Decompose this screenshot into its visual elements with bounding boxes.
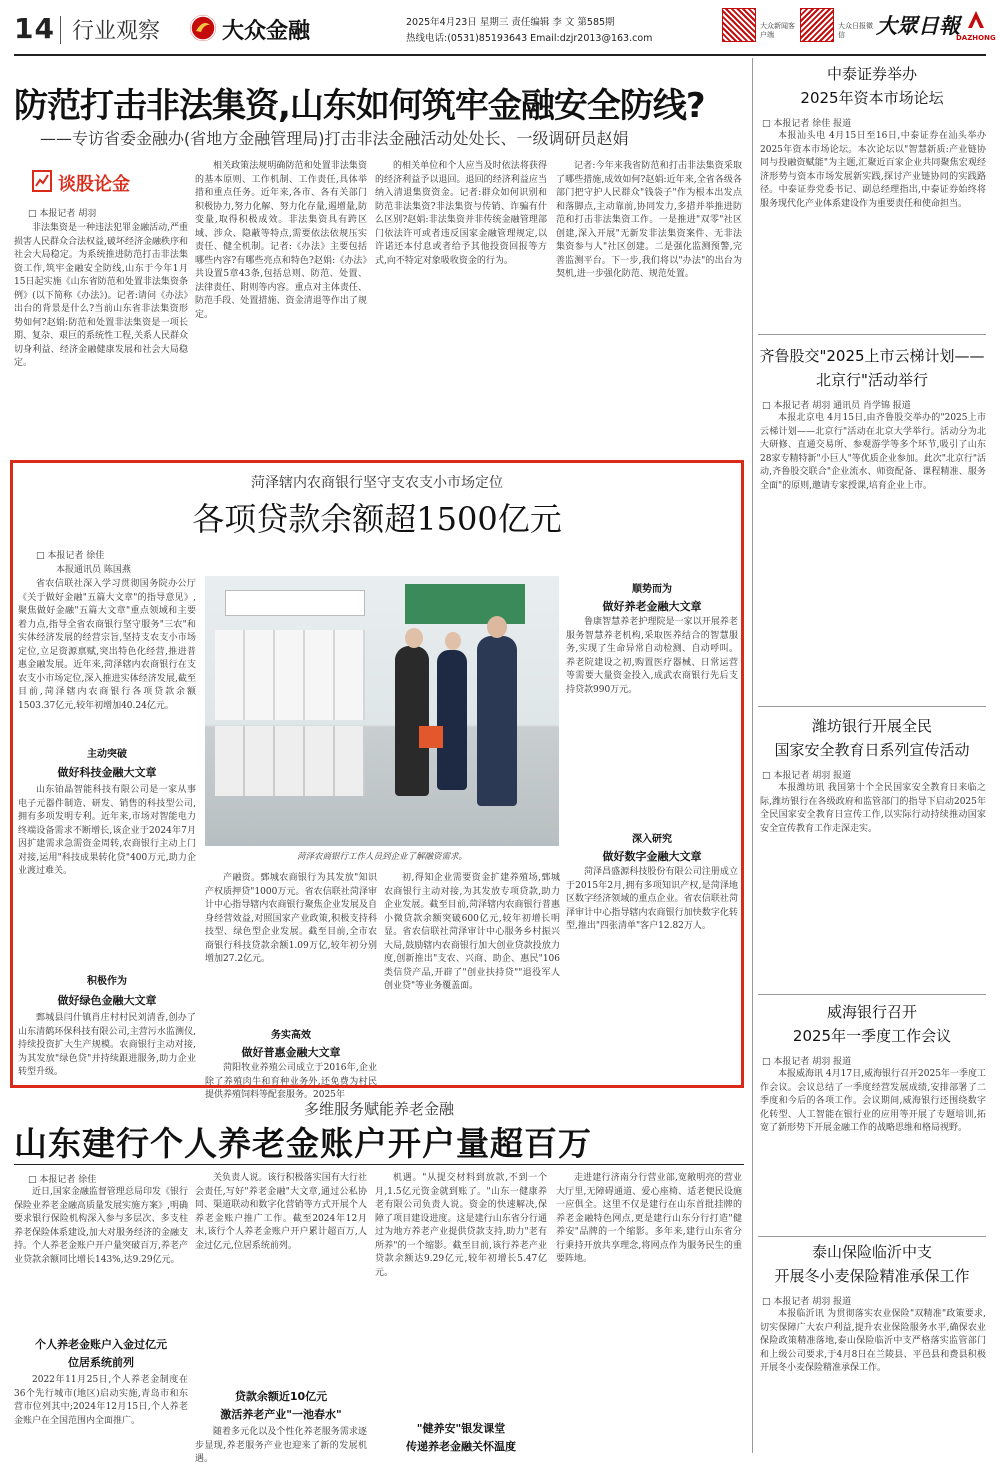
s4-title: 做好养老金融大文章 bbox=[602, 600, 702, 613]
feature-mid-col2 bbox=[384, 872, 560, 1084]
r2-text-body: 本报北京电 4月15日,由齐鲁股交举办的"2025上市云梯计划——北京行"活动在北京大学举行。活动分为北大研修、直通交易所、参观游学等多个环节,吸引了山东28家专精特新"小巨人"等优质企业参加。此次"北京行"活动,齐鲁股交联合"企业流水、师资配备、课程精准、服务全面"的原则,邀请专家授课,培育企业上市。 bbox=[760, 413, 987, 491]
s2-title: 做好绿色金融大文章 bbox=[57, 994, 157, 1007]
r5-headline: 泰山保险临沂中支 bbox=[811, 1243, 932, 1261]
s3-title: 做好普惠金融大文章 bbox=[241, 1046, 341, 1059]
feature-kicker: 菏泽辖内农商银行坚守支农支小市场定位 bbox=[251, 475, 503, 491]
s5-kicker: 深入研究 bbox=[632, 834, 672, 845]
person-figure bbox=[477, 636, 517, 806]
r5-text-body: 本报临沂讯 为贯彻落实农业保险"双精准"政策要求,切实保障广大农户利益,提升农业保险服务水平,确保农业保险政策精准落地,泰山保险临沂中支严格落实监管部门和上级公司要求,于4月8日在兰陵县、平邑县和费县积极开展冬小麦保险精准承保工作。 bbox=[760, 1309, 986, 1373]
s5-text-body: 菏泽昌盛源科技股份有限公司注册成立于2015年2月,拥有多项知识产权,是菏泽地区数字经济领域的重点企业。省农信联社菏泽审计中心指导辖内农商银行加快数字化转型,推出"四张清单"客户12.82万人。 bbox=[566, 867, 738, 931]
bottom-byline: □ 本报记者 徐佳 bbox=[28, 1175, 97, 1185]
feature-intro-text: 省农信联社深入学习贯彻国务院办公厅《关于做好金融"五篇大文章"的指导意见》,聚焦做好金融"五篇大文章"重点领域和主要着力点,指导全省农商银行坚守服务"三农"和实体经济发展的经营宗旨,坚持支农支小市场定位,立足资源禀赋,突出特色化经营,推进普惠金融发展。近年来,菏泽辖内农商银行在支农支小市场定位,深入推进实体经济发展,截至目前,菏泽辖内农商银行各项贷款余额1503.37亿元,较年初增加40.24亿元。 bbox=[18, 579, 196, 711]
s2-text bbox=[18, 1012, 196, 1082]
feature-mid-col2-text: 初,得知企业需要资金扩建养殖场,鄄城农商银行主动对接,为其发放专项贷款,助力企业发展。截至目前,菏泽辖内农商银行普惠小微贷款余额突破600亿元,较年初增长明显。省农信联社菏泽审计中心服务乡村振兴大局,鼓励辖内农商银行加大创业贷款投放力度,创新推出"支农、兴商、助企、惠民"106类信贷产品,开辟了"创业扶持贷""退役军人创业贷"等业务覆盖面。 bbox=[384, 873, 560, 991]
s1-kicker: 主动突破 bbox=[87, 749, 127, 760]
r5-text bbox=[760, 1308, 986, 1454]
date-line: 2025年4月23日 星期三 责任编辑 李 文 第585期 bbox=[406, 17, 615, 28]
lead-col2-text: 相关政策法规明确防范和处置非法集资的基本原则、工作机制、工作责任,具体举措和重点任务。近年来,各市、各有关部门积极协力,努力化解、努力化存量,遏增量,防变量,取得积极成效。非法集资具有跨区域、涉众、隐蔽等特点,需要依法依规压实责任、健全机制。记者:《办法》主要包括哪些内容?有哪些亮点和特色?赵娟:《办法》共设置5章43条,包括总则、防范、处置、法律责任、附则等内容。重点对主体责任、防范手段、处置措施、资金清退等作出了规定。 bbox=[195, 161, 367, 320]
bottom-sub1b: 位居系统前列 bbox=[68, 1356, 134, 1369]
lead-col4-text: 记者:今年来我省防范和打击非法集资采取了哪些措施,成效如何?赵娟:近年来,全省各级各部门把守护人民群众"钱袋子"作为根本出发点和落脚点,主动靠前,协同发力,多措并举推进防范和打击非法集资工作。一是推进"双零"社区创建,深入开展"无新发非法集资案件、无非法集资参与人"社区创建。二是强化监测预警,完善监测平台。下一步,我们将以"办法"的出台为契机,进一步强化防范、规范处置。 bbox=[556, 161, 742, 279]
r1-headline: 中泰证券举办 bbox=[826, 65, 917, 83]
person-head bbox=[405, 628, 423, 648]
feature-byline-1: □ 本报记者 徐佳 bbox=[36, 551, 105, 561]
bottom-col3-text: 机遇。"从提交材料到放款,不到一个月,1.5亿元资金就到账了。"山东一健康养老有限公司负责人说。资金的快速解决,保障了项目建设进度。这是建行山东省分行通过为地方养老产业提供贷款支持,助力"老有所养"的一个缩影。截至目前,该行养老产业贷款余额达9.29亿元,较年初增长5.47亿元。 bbox=[375, 1173, 547, 1278]
bottom-sub3: "健养安"银发课堂 bbox=[416, 1422, 506, 1435]
s4-kicker: 顺势而为 bbox=[632, 584, 672, 595]
bottom-sub3b: 传递养老金融关怀温度 bbox=[406, 1440, 516, 1453]
bottom-rule bbox=[14, 1164, 744, 1165]
r3-headline: 潍坊银行开展全民 bbox=[811, 717, 932, 735]
r2-text bbox=[760, 412, 986, 708]
paper-logo-icon bbox=[964, 8, 988, 32]
product-shelf bbox=[215, 630, 365, 720]
bottom-col1b-text: 2022年11月25日,个人养老金制度在36个先行城市(地区)启动实施,青岛市和东营市位列其中;2024年12月15日,个人养老金账户在全国范围内全面推广。 bbox=[14, 1375, 188, 1426]
r4-headline-2: 2025年一季度工作会议 bbox=[792, 1027, 952, 1045]
s1-title: 做好科技金融大文章 bbox=[57, 766, 157, 779]
bottom-col4 bbox=[556, 1172, 742, 1454]
s3-kicker: 务实高效 bbox=[271, 1030, 311, 1041]
bottom-sub2: 贷款余额近10亿元 bbox=[234, 1390, 328, 1403]
r2-byline: □ 本报记者 胡羽 通讯员 肖学锦 报道 bbox=[762, 401, 911, 411]
person-head bbox=[445, 632, 461, 650]
product-shelf bbox=[215, 726, 365, 796]
bottom-col3 bbox=[375, 1172, 547, 1418]
qr-label-wechat: 大众日报微信 bbox=[838, 22, 873, 39]
feature-intro bbox=[18, 578, 196, 738]
r3-byline: □ 本报记者 胡羽 报道 bbox=[762, 771, 852, 781]
s3-text-body: 菏阳牧业养殖公司成立于2016年,企业除了养殖肉牛和育种业务外,还免费为村民提供养殖饲料等配套服务。2025年 bbox=[205, 1063, 377, 1100]
wall-panel bbox=[405, 584, 525, 624]
bottom-col1b bbox=[14, 1374, 188, 1454]
paper-name-en: DAZHONG bbox=[956, 34, 996, 42]
right-rule bbox=[758, 334, 986, 335]
bottom-sub1: 个人养老金账户入金过亿元 bbox=[35, 1338, 167, 1351]
bottom-col4-text: 走进建行济南分行营业部,宽敞明亮的营业大厅里,无障碍通道、爱心座椅、适老便民设施一应俱全。这里不仅是建行在山东首批挂牌的养老金融特色网点,更是建行山东分行打造"健养安"品牌的一个缩影。多年来,建行山东省分行秉持开放共享理念,将网点作为服务民生的重要阵地。 bbox=[556, 1173, 742, 1264]
person-figure bbox=[437, 650, 467, 790]
r3-text-body: 本报潍坊讯 我国第十个全民国家安全教育日来临之际,潍坊银行在各级政府和监管部门的指导下启动2025年全民国家安全教育日宣传工作,以实际行动持续推动国家安全宣传教育工作走深走实。 bbox=[760, 783, 986, 834]
r3-text bbox=[760, 782, 986, 992]
person-head bbox=[487, 616, 507, 638]
r5-byline: □ 本报记者 胡羽 报道 bbox=[762, 1297, 852, 1307]
page-number: 14 bbox=[14, 12, 55, 45]
contact-line: 热线电话:(0531)85193643 Email:dzjr2013@163.com bbox=[406, 33, 653, 44]
s2-kicker: 积极作为 bbox=[87, 976, 127, 987]
feature-photo bbox=[205, 576, 559, 846]
r1-text-body: 本报汕头电 4月15日至16日,中泰证券在汕头举办2025年资本市场论坛。本次论坛以"智慧新质:产业链协同与投融资赋能"为主题,汇聚近百家企业共同聚焦宏观经济形势与资本市场发展新实践,探讨产业链协同的实践路径。中泰证券党委书记、副总经理指出,中泰证券始终将服务现代化产业体系建设作为重要责任和使命担当。 bbox=[760, 131, 986, 209]
masthead-divider bbox=[60, 16, 61, 44]
s1-text bbox=[18, 784, 196, 964]
r1-headline-2: 2025年资本市场论坛 bbox=[800, 89, 944, 107]
bottom-headline: 山东建行个人养老金账户开户量超百万 bbox=[14, 1124, 592, 1163]
person-figure bbox=[395, 646, 429, 796]
r2-headline-2: 北京行"活动举行 bbox=[816, 371, 928, 389]
bottom-col2-text: 关负责人说。该行积极落实国有大行社会责任,写好"养老金融"大文章,通过公私协同、渠道联动和数字化营销等方式开展个人养老金账户推广工作。截至2024年12月末,该行个人养老金账户开户累计超百万,人金过亿元,位居系统前列。 bbox=[195, 1173, 367, 1251]
lead-col2 bbox=[195, 160, 367, 454]
lead-col3-text: 的相关单位和个人应当及时依法将获得的经济利益予以退回。退回的经济利益应当纳入清退集资资金。记者:群众如何识别和防范非法集资?非法集资与传销、诈骗有什么区别?赵娟:非法集资并非传统金融管理部门依法许可或者违反国家金融管理规定,以许诺还本付息或者给予其他投资回报等方式,向不特定对象吸收资金的行为。 bbox=[375, 161, 547, 266]
lead-subhead: ——专访省委金融办(省地方金融管理局)打击非法金融活动处处长、一级调研员赵娟 bbox=[40, 129, 629, 148]
masthead-rule bbox=[14, 54, 986, 56]
feature-mid-col1-text: 产融资。鄄城农商银行为其发放"知识产权质押贷"1000万元。省农信联社菏泽审计中心指导辖内农商银行聚焦企业发展及自身经营效益,对照国家产业政策,积极支持科技型、绿色型企业发展。截至目前,全市农商银行科技贷款余额1.09万亿,较年初分别增加27.2亿元。 bbox=[205, 873, 377, 964]
bottom-col1 bbox=[14, 1186, 188, 1326]
bottom-col1-text: 近日,国家金融监督管理总局印发《银行保险业养老金融高质量发展实施方案》,明确要求银行保险机构深入参与多层次、多支柱养老保险体系建设,加大对服务经济的金融支持。个人养老金账户开户量突破百万,养老产业贷款余额同比增长143%,达9.29亿元。 bbox=[14, 1187, 188, 1265]
lead-headline: 防范打击非法集资,山东如何筑牢金融安全防线? bbox=[14, 86, 705, 126]
brand-name: 大众金融 bbox=[222, 19, 311, 44]
lead-col3 bbox=[375, 160, 547, 454]
gift-bag bbox=[419, 726, 443, 748]
photo-caption: 菏泽农商银行工作人员到企业了解融资需求。 bbox=[296, 852, 467, 862]
brand-logo-icon bbox=[190, 15, 216, 41]
bottom-kicker: 多维服务赋能养老金融 bbox=[303, 1100, 454, 1118]
r1-text bbox=[760, 130, 986, 340]
right-divider bbox=[752, 58, 753, 1453]
masthead bbox=[14, 8, 996, 52]
right-rule bbox=[758, 994, 986, 995]
section-title: 行业观察 bbox=[72, 19, 161, 44]
bottom-sub2b: 激活养老产业"一池春水" bbox=[220, 1408, 342, 1421]
s5-title: 做好数字金融大文章 bbox=[602, 850, 702, 863]
r4-headline: 威海银行召开 bbox=[826, 1003, 917, 1021]
qr-code-icon[interactable] bbox=[800, 8, 834, 42]
r1-byline: □ 本报记者 徐佳 报道 bbox=[762, 119, 852, 129]
s3-text bbox=[205, 1062, 377, 1100]
right-rule bbox=[758, 1236, 986, 1237]
r4-text bbox=[760, 1068, 986, 1232]
bottom-col2 bbox=[195, 1172, 367, 1382]
feature-byline-2: 本报通讯员 陈国燕 bbox=[56, 565, 131, 575]
s4-text-body: 鲁康智慧养老护理院是一家以开展养老服务智慧养老机构,采取医养结合的智慧服务,实现了生命异常自动检测、自动呼叫。养老院建设之初,购置医疗器械、日常运营等需要大量资金投入,成武农商银行先后支持贷款990万元。 bbox=[566, 617, 738, 695]
s2-text-body: 鄄城县闫什镇肖庄村村民刘清香,创办了山东清鹤环保科技有限公司,主营污水监测仪,持续投资扩大生产规模。农商银行主动对接,为其发放"绿色贷"并持续跟进服务,助力企业转型升级。 bbox=[18, 1013, 196, 1077]
right-rule bbox=[758, 706, 986, 707]
lead-col1 bbox=[14, 222, 188, 454]
lead-col1-text: 非法集资是一种违法犯罪金融活动,严重损害人民群众合法权益,破坏经济金融秩序和社会大局稳定。为系统推进防范打击非法集资工作,筑牢金融安全防线,山东于今年1月15日起实施《山东省防范和处置非法集资条例》(以下简称《办法》)。记者:请问《办法》出台的背景是什么?当前山东省非法集资形势如何?赵娟:防范和处置非法集资是一项长期、复杂、艰巨的系统性工程,关系人民群众切身利益、经济金融健康发展和社会大局稳定。 bbox=[14, 223, 188, 368]
wall-sign bbox=[225, 590, 365, 616]
lead-col4 bbox=[556, 160, 742, 454]
r4-text-body: 本报威海讯 4月17日,威海银行召开2025年一季度工作会议。会议总结了一季度经营发展成绩,安排部署了二季度和今后的各项工作。会议期间,威海银行还围绕数字化转型、人工智能在银行业的应用等开展了专题培训,拓宽了新形势下开展金融工作的战略思维和格局视野。 bbox=[760, 1069, 986, 1133]
r4-byline: □ 本报记者 胡羽 报道 bbox=[762, 1057, 852, 1067]
qr-code-icon[interactable] bbox=[722, 8, 756, 42]
chart-book-icon bbox=[32, 170, 52, 192]
lead-byline: □ 本报记者 胡羽 bbox=[28, 209, 97, 219]
s4-text bbox=[566, 616, 738, 822]
column-tag-label: 谈股论金 bbox=[58, 174, 130, 195]
bottom-col2b bbox=[195, 1426, 367, 1464]
qr-label-app: 大众新闻客户端 bbox=[760, 22, 795, 39]
feature-mid-col1 bbox=[205, 872, 377, 1022]
column-tag bbox=[20, 168, 180, 196]
paper-name: 大眾日報 bbox=[876, 13, 960, 38]
s5-text bbox=[566, 866, 738, 1082]
feature-headline: 各项贷款余额超1500亿元 bbox=[192, 500, 562, 538]
r2-headline: 齐鲁股交"2025上市云梯计划—— bbox=[759, 347, 985, 365]
s1-text-body: 山东铂晶智能科技有限公司是一家从事电子元器件制造、研发、销售的科技型公司,拥有多项发明专利。近年来,市场对智能电力终端设备需求不断增长,该企业于2024年7月因扩建需求急需资金周转,农商银行主动上门对接,运用"科技成果转化贷"400万元,助力企业渡过难关。 bbox=[18, 785, 196, 876]
bottom-col2b-text: 随着多元化以及个性化养老服务需求逐步显现,养老服务产业也迎来了新的发展机遇。 bbox=[195, 1427, 367, 1464]
r3-headline-2: 国家安全教育日系列宣传活动 bbox=[774, 741, 970, 759]
r5-headline-2: 开展冬小麦保险精准承保工作 bbox=[774, 1267, 970, 1285]
